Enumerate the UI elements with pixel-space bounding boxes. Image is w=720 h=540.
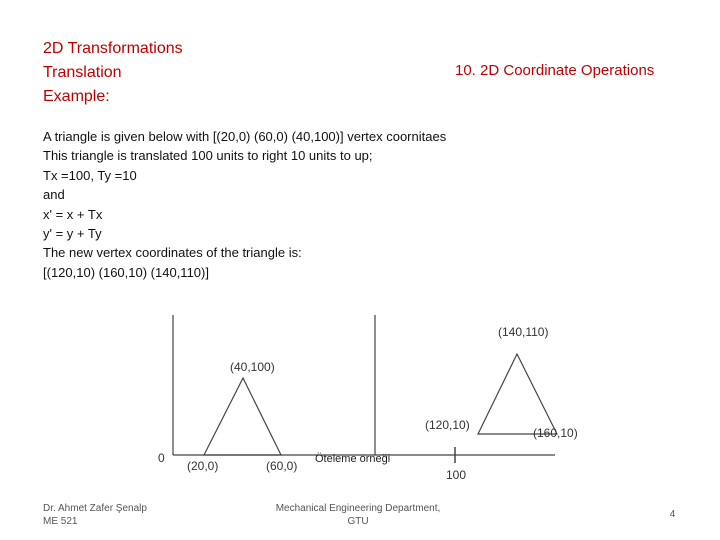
slide-title: 2D Transformations — [43, 40, 183, 57]
author-name: Dr. Ahmet Zafer Şenalp — [43, 503, 147, 514]
footer-department — [258, 502, 458, 528]
original-triangle — [204, 378, 281, 455]
vertex-label-orig-1: (20,0) — [187, 459, 219, 473]
body-line: The new vertex coordinates of the triangle is: — [43, 245, 302, 261]
slide-subtitle: Translation — [43, 64, 122, 81]
body-line: and — [43, 187, 65, 203]
body-line: [(120,10) (160,10) (140,110)] — [43, 264, 209, 280]
section-title: 10. 2D Coordinate Operations — [455, 62, 655, 79]
body-line: Tx =100, Ty =10 — [43, 167, 137, 183]
origin-label: 0 — [158, 451, 165, 465]
vertex-label-new-1: (120,10) — [425, 418, 470, 432]
slide-example-label: Example: — [43, 88, 110, 105]
vertex-label-new-2: (160,10) — [533, 426, 578, 440]
translated-triangle — [478, 354, 557, 434]
body-line: This triangle is translated 100 units to right 10 units to up; — [43, 148, 373, 164]
university-name: GTU — [347, 516, 369, 527]
example-body — [43, 127, 446, 282]
vertex-label-new-3: (140,110) — [498, 325, 549, 339]
course-code: ME 521 — [43, 516, 78, 527]
vertex-label-orig-2: (60,0) — [266, 459, 298, 473]
footer-author — [43, 502, 147, 528]
translation-figure — [150, 305, 590, 485]
slide-title-block — [43, 37, 183, 109]
department-name: Mechanical Engineering Department, — [275, 503, 441, 514]
body-line: x' = x + Tx — [43, 206, 103, 222]
body-line: A triangle is given below with [(20,0) (60,0) (40,100)] vertex coornitaes — [43, 129, 447, 144]
body-line: y' = y + Ty — [43, 226, 102, 242]
vertex-label-orig-3: (40,100) — [230, 360, 275, 374]
figure-caption: Öteleme örneği — [315, 453, 391, 465]
page-number: 4 — [669, 509, 676, 520]
tick-label-100: 100 — [446, 468, 467, 482]
